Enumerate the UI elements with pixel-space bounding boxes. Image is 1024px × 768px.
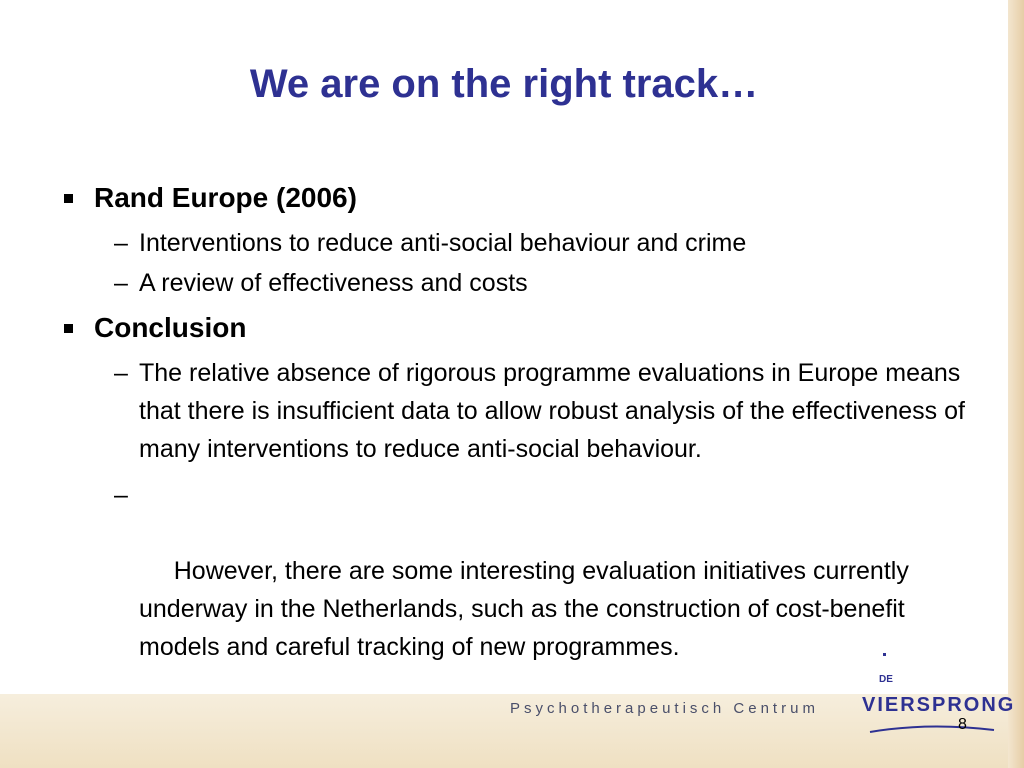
sub-bullet <box>114 264 964 302</box>
bullet-rand-europe <box>64 180 964 216</box>
dash-marker: – <box>114 229 128 257</box>
right-decorative-bar <box>1008 0 1024 768</box>
logo-dot-icon <box>883 653 886 656</box>
slide-title: We are on the right track… <box>249 62 759 106</box>
footer-band <box>0 694 1008 768</box>
footer-tagline: Psychotherapeutisch Centrum <box>510 700 819 717</box>
square-bullet-icon <box>64 194 73 203</box>
bullet-conclusion <box>64 310 964 346</box>
logo-swoosh-icon <box>868 720 998 740</box>
slide-number: 8 <box>958 716 967 733</box>
sub-bullet-text: However, there are some interesting evaluation initiatives currently underway in the Netherlands, such as the construction of cost-benefit models and careful tracking of new programmes. <box>139 557 916 661</box>
logo-prefix: DE <box>879 674 893 685</box>
sub-bullet <box>114 476 969 704</box>
dash-marker: – <box>114 269 128 297</box>
sub-bullet-text: A review of effectiveness and costs <box>139 269 528 297</box>
sub-bullet-text: Interventions to reduce anti-social behaviour and crime <box>139 229 747 257</box>
dash-marker: – <box>114 481 128 509</box>
logo-name: VIERSPRONG <box>862 694 1016 716</box>
square-bullet-icon <box>64 324 73 333</box>
bullet-heading: Conclusion <box>94 312 247 343</box>
bullet-heading: Rand Europe (2006) <box>94 182 357 213</box>
sub-bullet <box>114 354 969 468</box>
sub-bullet-text: The relative absence of rigorous programme evaluations in Europe means that there is insufficient data to allow robust analysis of the effectiveness of many interventions to reduce anti-social behaviour. <box>139 359 965 463</box>
dash-marker: – <box>114 359 128 387</box>
slide-content <box>64 180 964 712</box>
sub-bullet <box>114 224 964 262</box>
